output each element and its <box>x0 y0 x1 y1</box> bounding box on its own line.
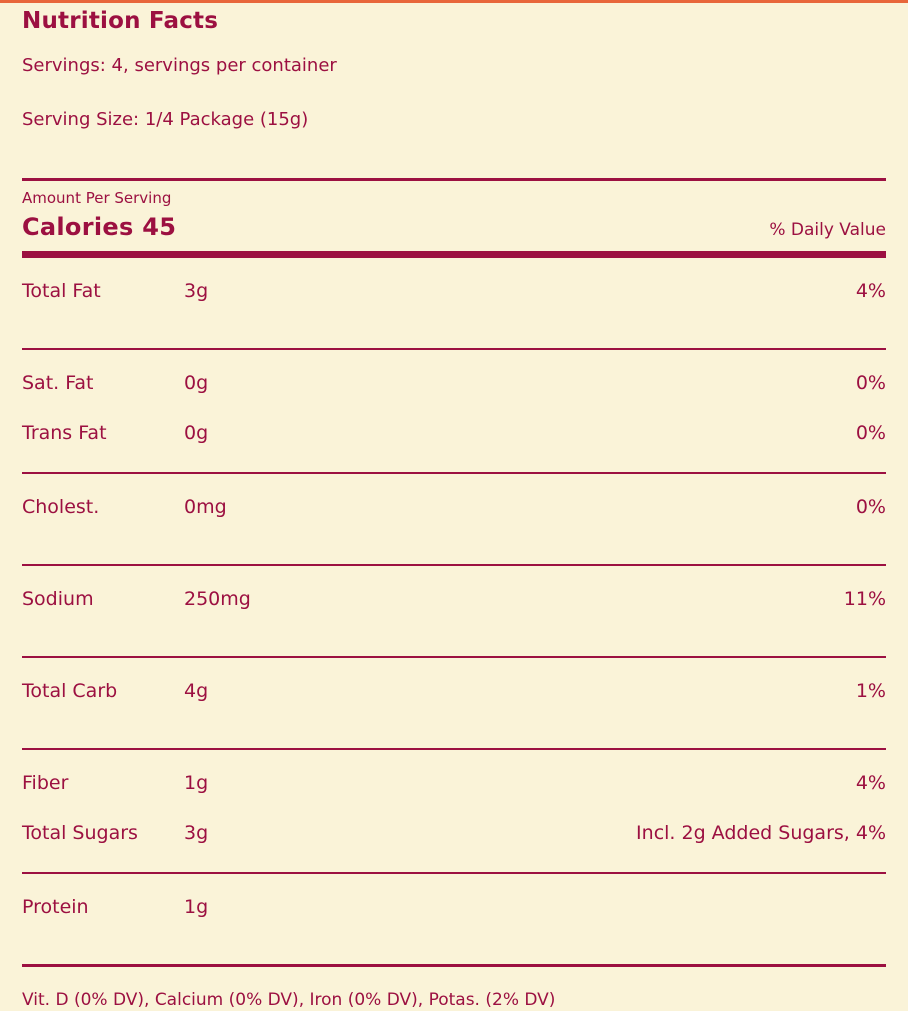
page-title: Nutrition Facts <box>22 8 219 34</box>
nutrient-amount: 1g <box>184 772 209 794</box>
nutrient-amount: 0g <box>184 422 209 444</box>
table-row <box>22 258 886 348</box>
protein-group <box>22 874 886 964</box>
nutrient-daily-value: 11% <box>843 588 886 610</box>
servings-per-container: Servings: 4, servings per container <box>22 55 337 76</box>
table-row <box>22 750 886 822</box>
calories-value: Calories 45 <box>22 213 177 241</box>
cholesterol-group <box>22 474 886 564</box>
nutrient-daily-value: 4% <box>855 772 886 794</box>
nutrient-amount: 1g <box>184 896 209 918</box>
table-row <box>22 350 886 422</box>
nutrient-name: Fiber <box>22 772 69 794</box>
nutrient-name: Total Carb <box>22 680 118 702</box>
nutrient-name: Trans Fat <box>22 422 107 444</box>
nutrient-amount: 3g <box>184 822 209 844</box>
nutrient-name: Sat. Fat <box>22 372 94 394</box>
nutrient-amount: 0g <box>184 372 209 394</box>
table-row <box>22 566 886 656</box>
fat-group <box>22 258 886 348</box>
nutrient-name: Cholest. <box>22 496 100 518</box>
micronutrient-footnote: Vit. D (0% DV), Calcium (0% DV), Iron (0% DV), Potas. (2% DV) <box>22 990 556 1010</box>
nutrient-daily-value: 0% <box>855 422 886 444</box>
table-row <box>22 474 886 564</box>
nutrient-name: Total Sugars <box>22 822 138 844</box>
nutrient-name: Total Fat <box>22 280 101 302</box>
sodium-group <box>22 566 886 656</box>
nutrient-daily-value: 0% <box>855 496 886 518</box>
table-row <box>22 422 886 472</box>
nutrient-daily-value: Incl. 2g Added Sugars, 4% <box>636 822 886 844</box>
calories-row <box>22 213 886 251</box>
carbohydrate-group <box>22 658 886 748</box>
nutrient-daily-value: 0% <box>855 372 886 394</box>
serving-size: Serving Size: 1/4 Package (15g) <box>22 109 309 130</box>
daily-value-header: % Daily Value <box>769 220 886 240</box>
nutrient-daily-value: 4% <box>855 280 886 302</box>
table-row <box>22 822 886 872</box>
table-row <box>22 874 886 964</box>
divider-heavy <box>22 251 886 258</box>
nutrient-amount: 0mg <box>184 496 227 518</box>
divider-thick <box>22 178 886 181</box>
nutrient-amount: 4g <box>184 680 209 702</box>
nutrient-daily-value: 1% <box>855 680 886 702</box>
fiber-sugars-group <box>22 750 886 872</box>
nutrient-name: Sodium <box>22 588 94 610</box>
nutrient-amount: 250mg <box>184 588 251 610</box>
saturated-trans-group <box>22 350 886 472</box>
amount-per-serving-label: Amount Per Serving <box>22 189 172 207</box>
divider-above-amount <box>22 178 886 181</box>
nutrient-name: Protein <box>22 896 89 918</box>
nutrient-amount: 3g <box>184 280 209 302</box>
table-row <box>22 658 886 748</box>
